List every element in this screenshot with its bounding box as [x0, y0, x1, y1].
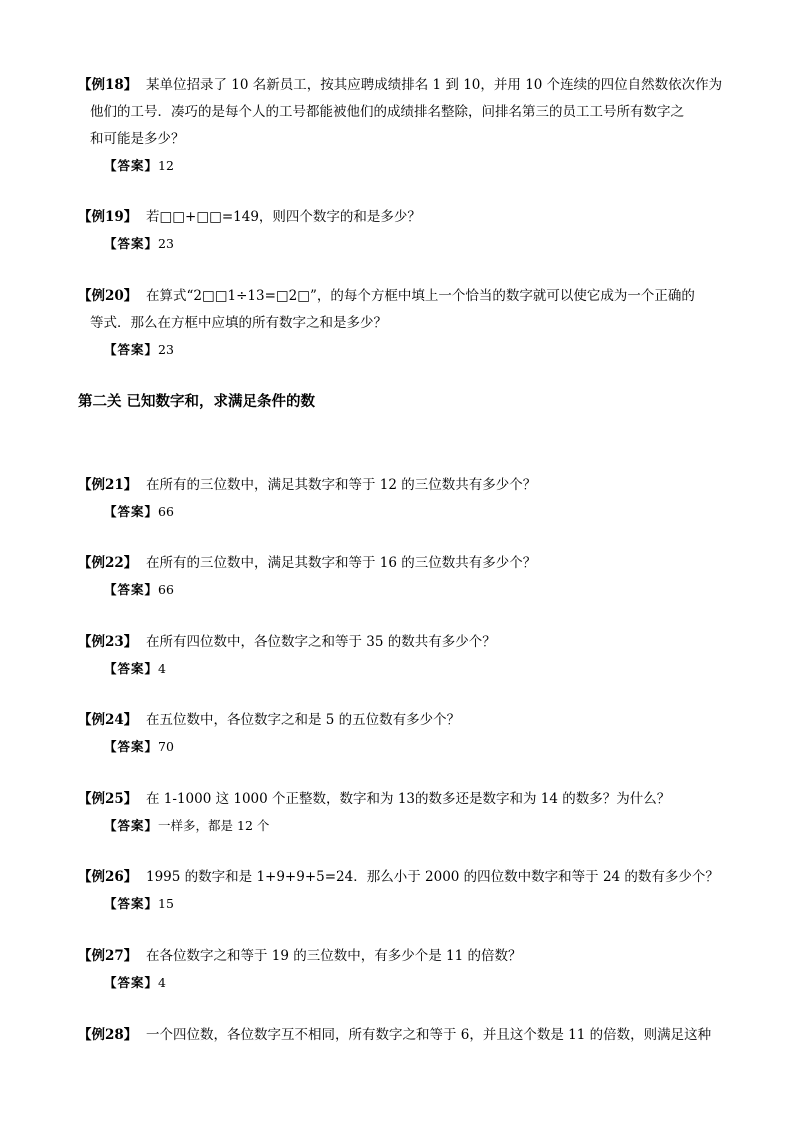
question-text: 在算式“2□□1÷13=□2□”，的每个方框中填上一个恰当的数字就可以使它成为一个正确的 — [146, 288, 695, 304]
problem-tag: 【例25】 — [78, 791, 138, 807]
question-line — [78, 1022, 724, 1049]
answer-value: 15 — [158, 896, 174, 911]
problem-24 — [78, 707, 724, 760]
problem-27 — [78, 943, 724, 996]
answer-line — [78, 499, 724, 525]
answer-label: 【答案】 — [104, 661, 159, 676]
problem-28 — [78, 1022, 724, 1049]
problem-22 — [78, 550, 724, 603]
problem-tag: 【例18】 — [78, 77, 138, 93]
question-line — [78, 99, 724, 126]
answer-value: 66 — [158, 582, 174, 597]
question-text: 他们的工号．凑巧的是每个人的工号都能被他们的成绩排名整除，问排名第三的员工工号所有数字之 — [90, 104, 684, 120]
answer-label: 【答案】 — [104, 818, 159, 833]
problem-tag: 【例28】 — [78, 1027, 138, 1043]
question-text: 1995 的数字和是 1+9+9+5=24．那么小于 2000 的四位数中数字和等于 24 的数有多少个？ — [146, 869, 719, 885]
question-text: 在所有四位数中，各位数字之和等于 35 的数共有多少个？ — [146, 634, 496, 650]
question-text: 一个四位数，各位数字互不相同，所有数字之和等于 6，并且这个数是 11 的倍数，则满足这种 — [146, 1027, 712, 1043]
section-title: 第二关 已知数字和，求满足条件的数 — [78, 393, 316, 410]
answer-value: 4 — [158, 661, 166, 676]
answer-line — [78, 337, 724, 363]
question-line — [78, 283, 724, 310]
question-text: 在所有的三位数中，满足其数字和等于 16 的三位数共有多少个？ — [146, 555, 537, 571]
answer-value: 12 — [158, 158, 174, 173]
question-line — [78, 786, 724, 813]
problem-19 — [78, 204, 724, 257]
answer-label: 【答案】 — [104, 236, 159, 251]
question-line — [78, 310, 724, 337]
problem-tag: 【例27】 — [78, 948, 138, 964]
problem-26 — [78, 864, 724, 917]
problem-20 — [78, 283, 724, 363]
answer-label: 【答案】 — [104, 158, 159, 173]
answer-label: 【答案】 — [104, 896, 159, 911]
question-line — [78, 472, 724, 499]
answer-line — [78, 153, 724, 179]
problem-tag: 【例24】 — [78, 712, 138, 728]
answer-label: 【答案】 — [104, 504, 159, 519]
question-line — [78, 707, 724, 734]
answer-value: 一样多，都是 12 个 — [158, 818, 270, 833]
question-line — [78, 72, 724, 99]
answer-label: 【答案】 — [104, 739, 159, 754]
problem-tag: 【例20】 — [78, 288, 138, 304]
problem-tag: 【例21】 — [78, 477, 138, 493]
question-text: 和可能是多少？ — [90, 131, 185, 147]
question-text: 等式．那么在方框中应填的所有数字之和是多少？ — [90, 315, 387, 331]
question-line — [78, 550, 724, 577]
answer-line — [78, 813, 724, 839]
answer-value: 23 — [158, 236, 174, 251]
question-text: 在各位数字之和等于 19 的三位数中，有多少个是 11 的倍数？ — [146, 948, 522, 964]
answer-line — [78, 231, 724, 257]
problem-tag: 【例19】 — [78, 209, 138, 225]
question-line — [78, 629, 724, 656]
question-text: 某单位招录了 10 名新员工，按其应聘成绩排名 1 到 10，并用 10 个连续的四位自然数依次作为 — [146, 77, 723, 93]
problem-21 — [78, 472, 724, 525]
answer-value: 70 — [158, 739, 174, 754]
problem-tag: 【例23】 — [78, 634, 138, 650]
answer-value: 4 — [158, 975, 166, 990]
question-line — [78, 943, 724, 970]
answer-value: 66 — [158, 504, 174, 519]
answer-line — [78, 970, 724, 996]
question-line — [78, 204, 724, 231]
answer-label: 【答案】 — [104, 975, 159, 990]
question-text: 在五位数中，各位数字之和是 5 的五位数有多少个？ — [146, 712, 461, 728]
problem-tag: 【例26】 — [78, 869, 138, 885]
answer-value: 23 — [158, 342, 174, 357]
question-text: 若□□+□□=149，则四个数字的和是多少？ — [146, 209, 421, 225]
question-line — [78, 864, 724, 891]
problem-25 — [78, 786, 724, 839]
question-line — [78, 126, 724, 153]
answer-line — [78, 891, 724, 917]
problem-18 — [78, 72, 724, 179]
problem-23 — [78, 629, 724, 682]
answer-label: 【答案】 — [104, 342, 159, 357]
question-text: 在所有的三位数中，满足其数字和等于 12 的三位数共有多少个？ — [146, 477, 537, 493]
answer-line — [78, 577, 724, 603]
question-text: 在 1-1000 这 1000 个正整数，数字和为 13的数多还是数字和为 14 的数多？为什么？ — [146, 791, 671, 807]
answer-label: 【答案】 — [104, 582, 159, 597]
answer-line — [78, 734, 724, 760]
problem-tag: 【例22】 — [78, 555, 138, 571]
answer-line — [78, 656, 724, 682]
